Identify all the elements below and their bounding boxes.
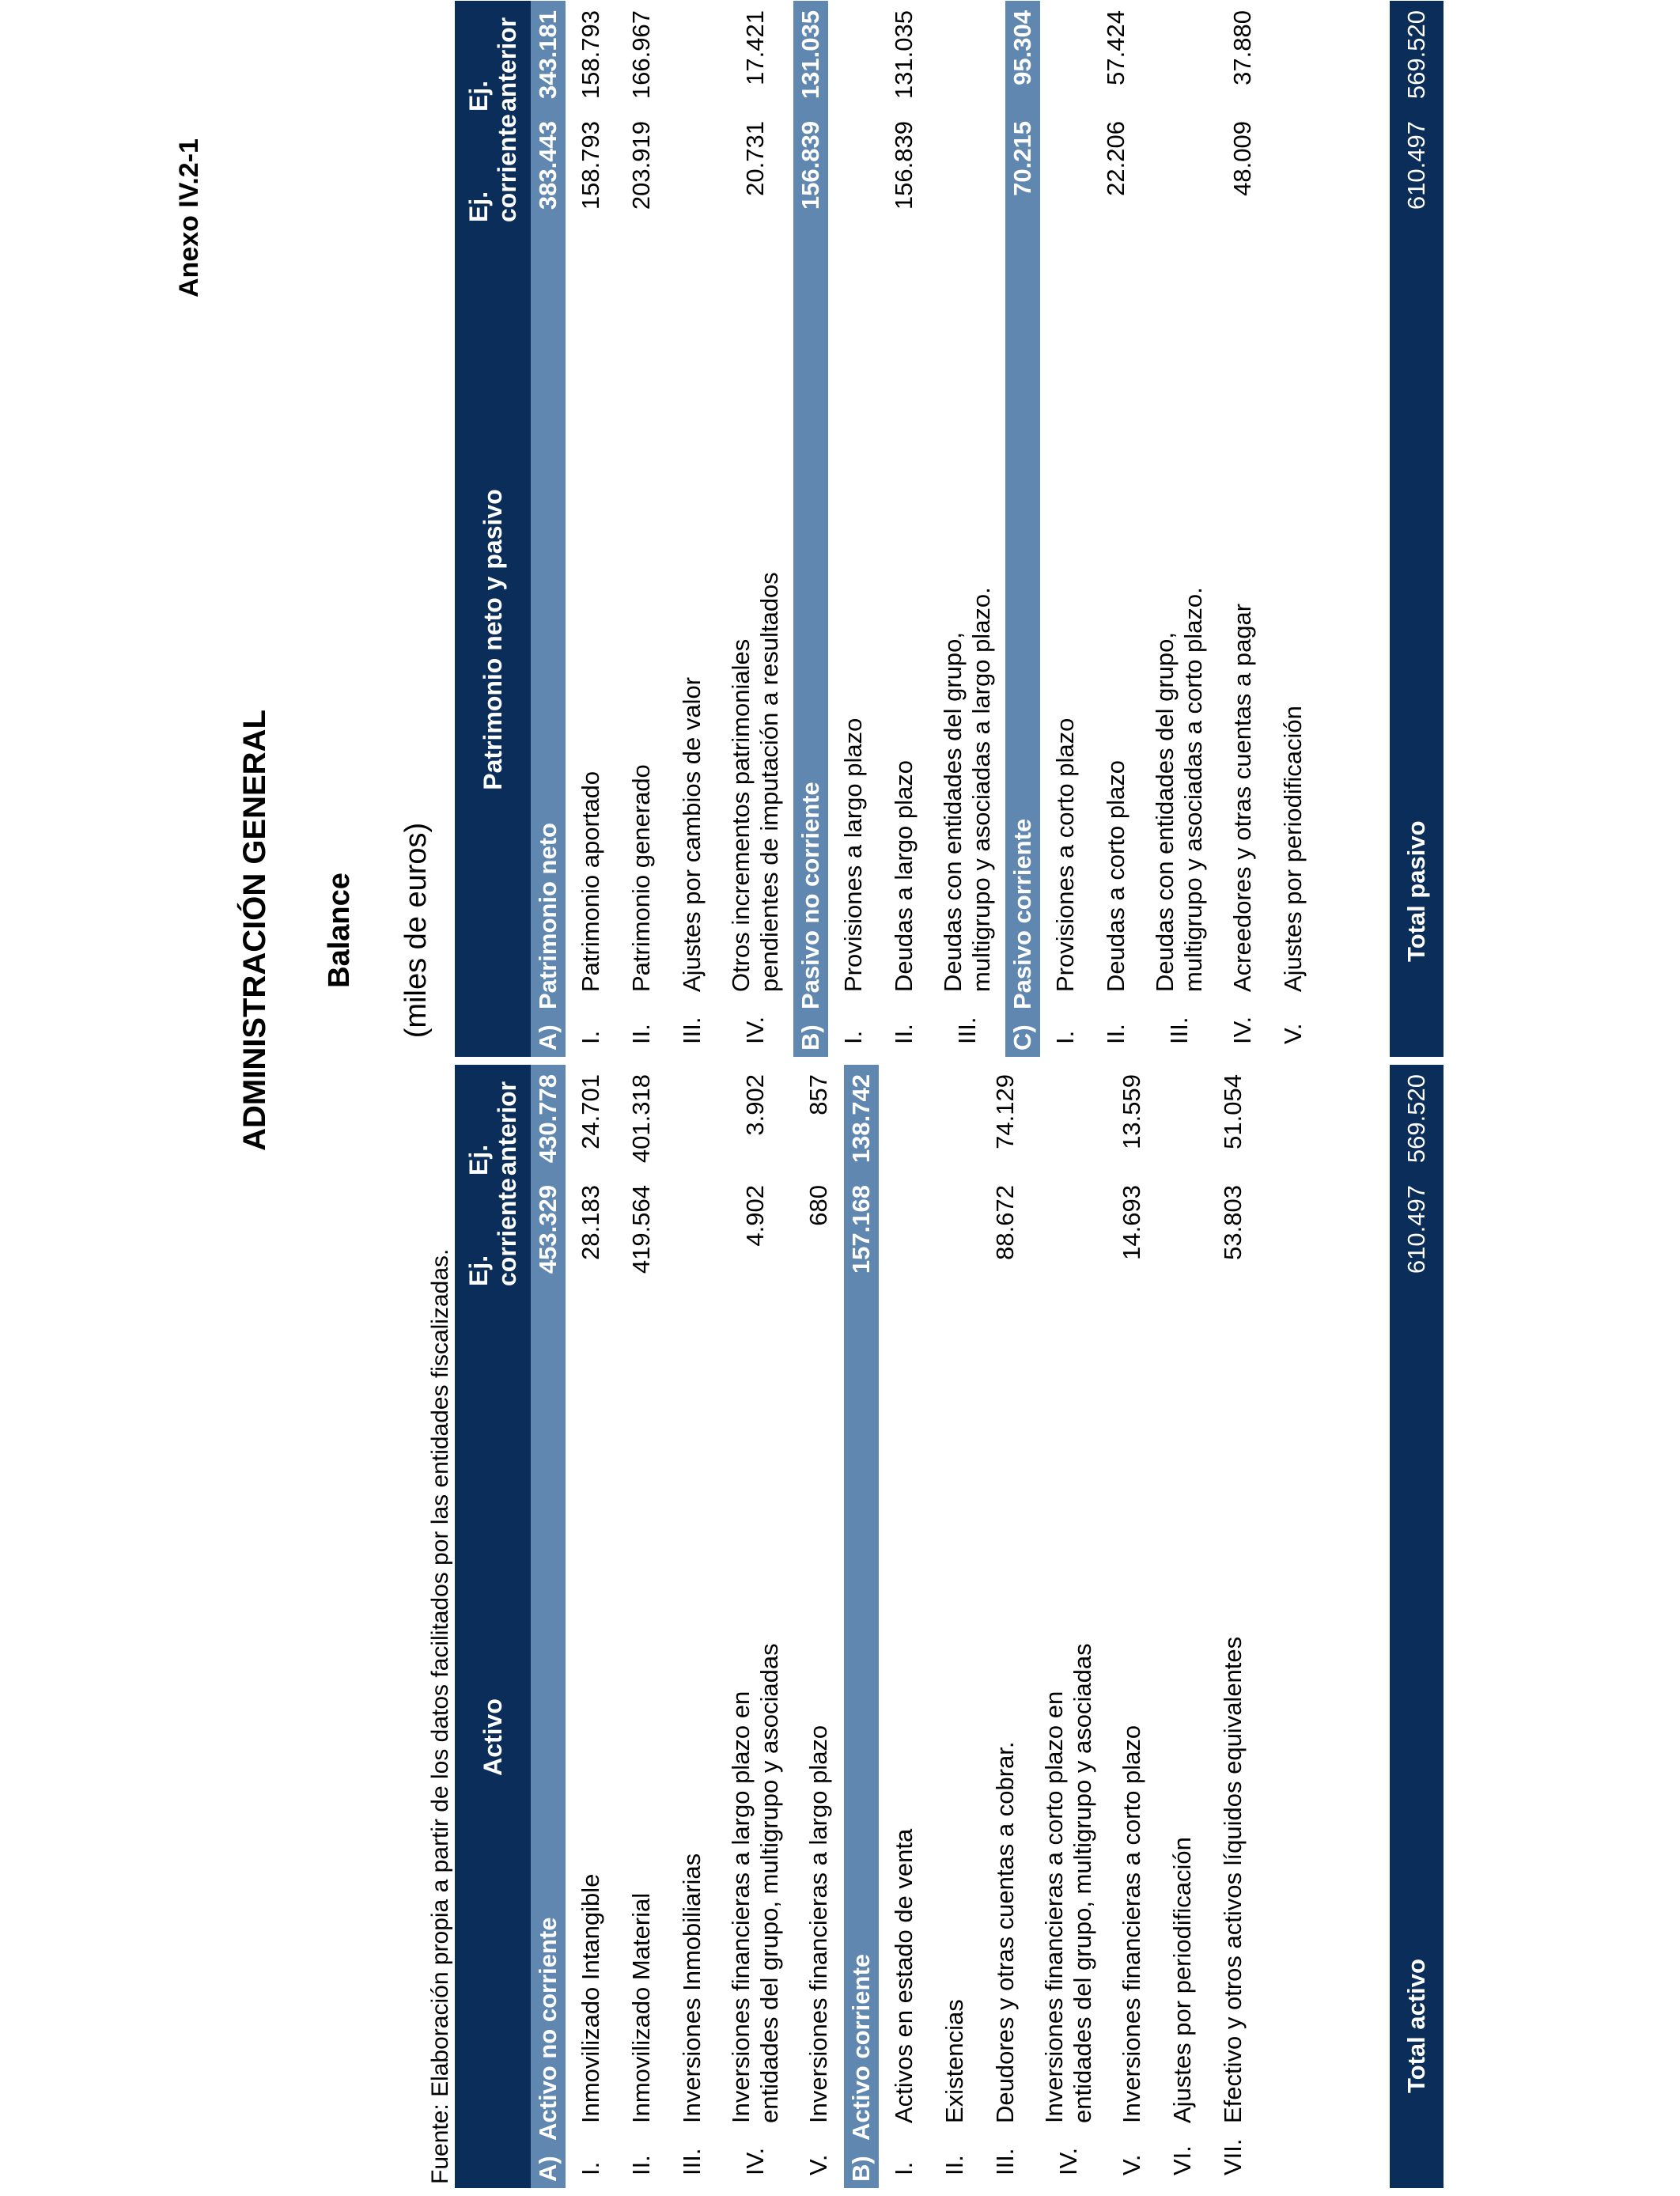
row-numeral: I. (839, 1030, 867, 1044)
row-numeral: III. (991, 2148, 1019, 2175)
total-value-current: 610.497 (1402, 1185, 1430, 1274)
section-value-previous: 95.304 (1008, 10, 1036, 85)
row-value-current (667, 121, 717, 222)
table-row (980, 1065, 1031, 2188)
section-letter: B) (796, 1024, 824, 1051)
pasivo-table (455, 1, 1444, 1057)
section-label: Activo corriente (847, 1953, 875, 2141)
table-row (717, 1065, 793, 2188)
total-value-previous: 569.520 (1402, 10, 1430, 100)
row-label-line: Provisiones a largo plazo (839, 717, 867, 992)
row-label-line: Activos en estado de venta (890, 1828, 918, 2123)
row-value-previous: 37.880 (1228, 10, 1256, 85)
row-label (1040, 222, 1091, 992)
annex-label: Anexo IV.2-1 (174, 138, 204, 297)
section-value-previous: 343.181 (534, 10, 562, 100)
row-numeral: VII. (1219, 2138, 1247, 2175)
total-label: Total pasivo (1402, 820, 1430, 962)
table-row (1157, 1065, 1208, 2188)
row-numeral: IV. (1054, 2147, 1082, 2175)
row-numeral: VI. (1168, 2145, 1196, 2175)
section-letter: A) (534, 1024, 562, 1051)
header-col-previous: Ej. anterior (455, 1, 531, 112)
activo-table (455, 1065, 1444, 2188)
section-row (531, 1065, 566, 2188)
table-row (879, 1065, 929, 2188)
row-value-current: 28.183 (577, 1185, 604, 1260)
total-value-current: 610.497 (1402, 121, 1430, 210)
row-value-previous: 24.701 (577, 1074, 604, 1149)
row-value-current (879, 1185, 929, 1286)
row-label-line: Inversiones financieras a largo plazo en (727, 1691, 755, 2123)
table-row (1091, 1, 1141, 1057)
row-value-current (1141, 121, 1217, 222)
row-label (1208, 1286, 1258, 2123)
section-label: Pasivo no corriente (796, 782, 824, 1009)
row-value-previous: 401.318 (627, 1074, 655, 1164)
row-value-previous (828, 10, 879, 112)
row-value-current: 419.564 (627, 1185, 655, 1274)
row-label (1217, 222, 1268, 992)
table-row (616, 1065, 667, 2188)
row-value-previous (667, 1074, 717, 1176)
row-value-previous: 51.054 (1219, 1074, 1247, 1149)
row-label (828, 222, 879, 992)
row-value-previous: 857 (804, 1074, 832, 1115)
section-letter: A) (534, 2156, 562, 2182)
table-row (879, 1, 929, 1057)
row-label (1141, 222, 1217, 992)
row-label-line: Deudores y otras cuentas a cobrar. (991, 1741, 1019, 2123)
row-label-line: Deudas a largo plazo (890, 760, 918, 992)
row-numeral: III. (953, 1017, 981, 1044)
row-label (566, 222, 616, 992)
section-value-current: 453.329 (534, 1185, 562, 1274)
row-label-line: Ajustes por cambios de valor (678, 676, 706, 992)
row-value-current: 20.731 (741, 121, 769, 196)
table-row (929, 1065, 980, 2188)
row-label-line: Inversiones financieras a corto plazo (1118, 1725, 1145, 2123)
section-value-current: 70.215 (1008, 121, 1036, 196)
row-label-line: Deudas a corto plazo (1102, 760, 1129, 992)
table-row (1141, 1, 1217, 1057)
row-label-line: Inversiones financieras a corto plazo en (1040, 1691, 1068, 2123)
total-row (1390, 1, 1444, 1057)
row-value-previous: 57.424 (1102, 10, 1129, 85)
row-numeral: V. (1118, 2154, 1145, 2175)
row-label-line: Ajustes por periodificación (1279, 706, 1307, 992)
table-row (1040, 1, 1091, 1057)
row-numeral: II. (627, 2155, 655, 2175)
table-row (667, 1065, 717, 2188)
row-label-line: Acreedores y otras cuentas a pagar (1228, 603, 1256, 992)
table-row (717, 1, 793, 1057)
row-value-previous: 17.421 (741, 10, 769, 85)
section-label: Activo no corriente (534, 1917, 562, 2141)
row-label-line: Inversiones Inmobiliarias (678, 1853, 706, 2123)
row-value-previous (929, 10, 1005, 112)
row-value-current: 88.672 (991, 1185, 1019, 1260)
total-label: Total activo (1402, 1959, 1430, 2093)
row-label (1107, 1286, 1157, 2123)
row-numeral: I. (890, 2161, 918, 2175)
row-label (1157, 1286, 1208, 2123)
row-label (929, 222, 1005, 992)
table-row (828, 1, 879, 1057)
section-value-previous: 138.742 (847, 1074, 875, 1164)
row-label (1031, 1286, 1107, 2123)
section-value-current: 156.839 (796, 121, 824, 210)
row-value-previous: 166.967 (627, 10, 655, 100)
row-value-current: 156.839 (890, 121, 918, 210)
row-label-line: Patrimonio generado (627, 764, 655, 992)
section-value-current: 383.443 (534, 121, 562, 210)
header-col-previous: Ej. anterior (455, 1065, 531, 1176)
section-letter: B) (847, 2156, 875, 2182)
table-row (1107, 1065, 1157, 2188)
row-value-previous: 158.793 (577, 10, 604, 100)
row-label (793, 1286, 844, 2123)
row-numeral: I. (577, 2161, 604, 2175)
row-value-previous (667, 10, 717, 112)
header-label: Patrimonio neto y pasivo (455, 222, 531, 1057)
row-value-previous (1157, 1074, 1208, 1176)
row-value-current: 680 (804, 1185, 832, 1226)
row-numeral: III. (678, 1017, 706, 1044)
section-row (844, 1065, 879, 2188)
row-value-previous (1268, 10, 1319, 112)
section-label: Pasivo corriente (1008, 818, 1036, 1009)
row-label-line: entidades del grupo, multigrupo y asociadas (755, 1643, 783, 2123)
row-numeral: II. (627, 1024, 655, 1044)
row-value-current (1031, 1185, 1107, 1286)
row-label-line: Ajustes por periodificación (1168, 1837, 1196, 2123)
row-label (980, 1286, 1031, 2123)
row-value-previous (929, 1074, 980, 1176)
row-value-current: 48.009 (1228, 121, 1256, 196)
row-label-line: entidades del grupo, multigrupo y asociadas (1069, 1643, 1096, 2123)
row-value-current: 203.919 (627, 121, 655, 210)
row-label (879, 1286, 929, 2123)
row-label (566, 1286, 616, 2123)
row-numeral: V. (804, 2154, 832, 2175)
header-col-current: Ej. corriente (455, 112, 531, 222)
row-numeral: II. (1102, 1024, 1129, 1044)
row-value-current: 22.206 (1102, 121, 1129, 196)
row-value-previous: 74.129 (991, 1074, 1019, 1149)
table-row (1031, 1065, 1107, 2188)
section-value-current: 157.168 (847, 1185, 875, 1274)
table-row (566, 1, 616, 1057)
row-label (1268, 222, 1319, 992)
row-value-current (1268, 121, 1319, 222)
row-value-previous: 3.902 (741, 1074, 769, 1136)
row-numeral: III. (678, 2148, 706, 2175)
row-value-previous: 13.559 (1118, 1074, 1145, 1149)
table-row (616, 1, 667, 1057)
section-row (793, 1, 828, 1057)
row-value-current (1157, 1185, 1208, 1286)
table-header (455, 1065, 531, 2188)
row-numeral: I. (1051, 1030, 1079, 1044)
total-row (1390, 1065, 1444, 2188)
row-label-line: multigrupo y asociadas a corto plazo. (1179, 587, 1207, 992)
table-row (667, 1, 717, 1057)
row-label-line: Inmovilizado Intangible (577, 1873, 604, 2123)
table-row (929, 1, 1005, 1057)
row-label-line: Inversiones financieras a largo plazo (804, 1725, 832, 2123)
row-value-current: 4.902 (741, 1185, 769, 1247)
row-label (879, 222, 929, 992)
section-value-previous: 430.778 (534, 1074, 562, 1164)
row-label (1091, 222, 1141, 992)
row-value-current: 158.793 (577, 121, 604, 210)
row-numeral: IV. (741, 1016, 769, 1044)
row-label (717, 1286, 793, 2123)
row-value-current: 53.803 (1219, 1185, 1247, 1260)
row-label-line: Efectivo y otros activos líquidos equivalentes (1219, 1636, 1247, 2123)
row-label-line: Otros incrementos patrimoniales (727, 638, 755, 992)
header-col-current: Ej. corriente (455, 1176, 531, 1286)
row-value-previous (1141, 10, 1217, 112)
row-numeral: IV. (1228, 1016, 1256, 1044)
row-label-line: Patrimonio aportado (577, 770, 604, 992)
table-row (793, 1065, 844, 2188)
table-header (455, 1, 531, 1057)
row-label (929, 1286, 980, 2123)
row-label-line: Existencias (940, 1999, 968, 2123)
table-row (1217, 1, 1268, 1057)
row-numeral: V. (1279, 1023, 1307, 1044)
table-row (1268, 1, 1319, 1057)
units-label: (miles de euros) (399, 822, 433, 1039)
row-value-current: 14.693 (1118, 1185, 1145, 1260)
page-title: ADMINISTRACIÓN GENERAL (237, 710, 272, 1151)
section-value-previous: 131.035 (796, 10, 824, 100)
section-letter: C) (1008, 1024, 1036, 1051)
row-value-previous (879, 1074, 929, 1176)
row-numeral: III. (1165, 1017, 1193, 1044)
row-label (717, 222, 793, 992)
row-value-current (1040, 121, 1091, 222)
row-value-current (828, 121, 879, 222)
row-label (667, 1286, 717, 2123)
section-row (531, 1, 566, 1057)
row-label-line: Deudas con entidades del grupo, (1151, 632, 1179, 992)
row-label-line: Deudas con entidades del grupo, (939, 632, 967, 992)
row-numeral: IV. (741, 2147, 769, 2175)
row-numeral: II. (890, 1024, 918, 1044)
section-label: Patrimonio neto (534, 823, 562, 1009)
row-label-line: pendientes de imputación a resultados (755, 572, 783, 992)
table-row (1208, 1065, 1258, 2188)
row-value-previous (1031, 1074, 1107, 1176)
row-label-line: Inmovilizado Material (627, 1892, 655, 2123)
row-value-previous (1040, 10, 1091, 112)
row-value-current (929, 1185, 980, 1286)
total-value-previous: 569.520 (1402, 1074, 1430, 1164)
row-label (616, 1286, 667, 2123)
table-row (566, 1065, 616, 2188)
row-numeral: II. (940, 2155, 968, 2175)
header-label: Activo (455, 1286, 531, 2188)
row-label (667, 222, 717, 992)
section-row (1005, 1, 1040, 1057)
row-value-current (929, 121, 1005, 222)
row-value-current (667, 1185, 717, 1286)
row-numeral: I. (577, 1030, 604, 1044)
row-label-line: Provisiones a corto plazo (1051, 717, 1079, 992)
page-subtitle: Balance (323, 873, 356, 988)
row-label-line: multigrupo y asociadas a largo plazo. (967, 587, 995, 992)
row-value-previous: 131.035 (890, 10, 918, 100)
row-label (616, 222, 667, 992)
source-note: Fuente: Elaboración propia a partir de los datos facilitados por las entidades fiscalizadas. (427, 1248, 453, 2184)
